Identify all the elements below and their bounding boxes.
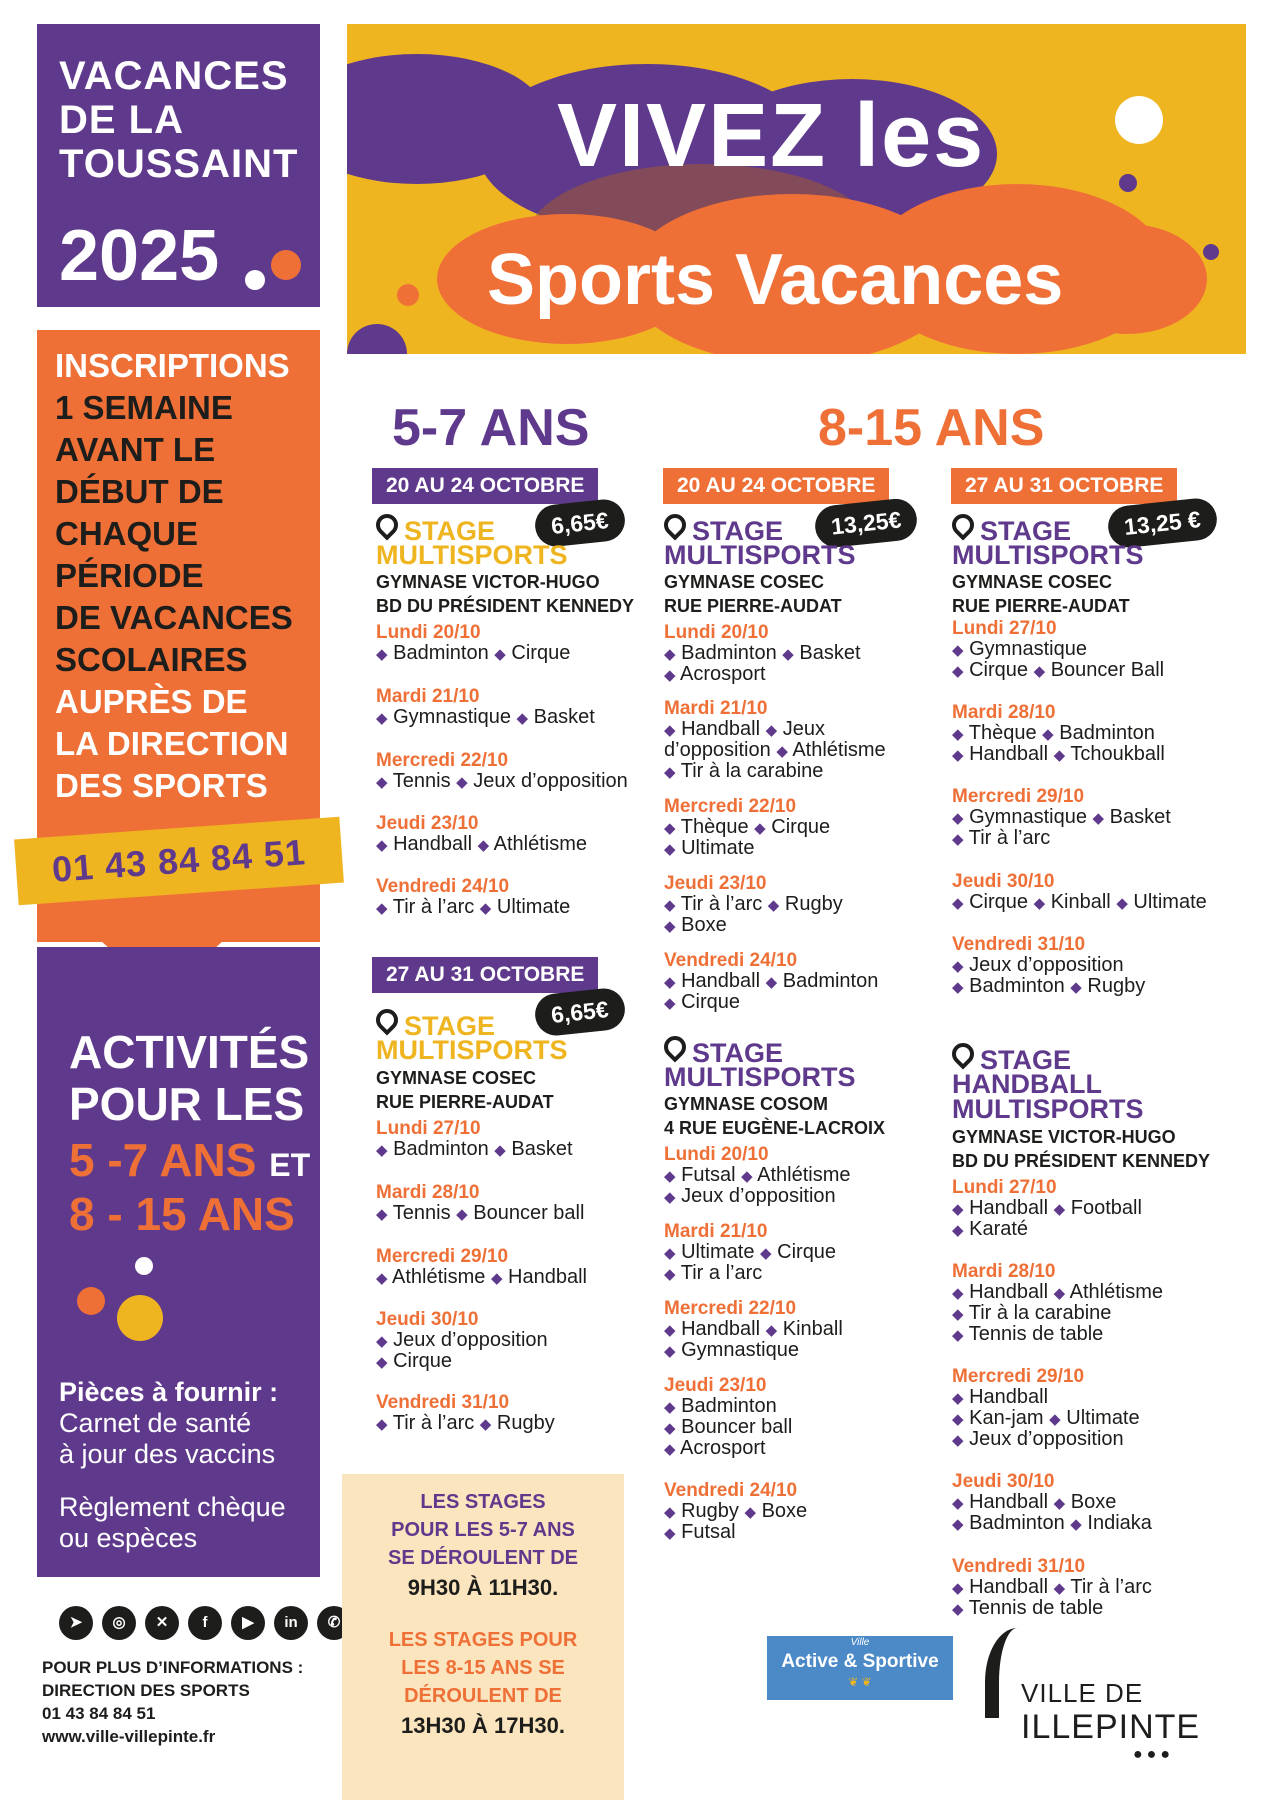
activity: Ultimate bbox=[681, 837, 755, 859]
age-group-young: 5 -7 ANS bbox=[69, 1134, 257, 1186]
decor-dot bbox=[117, 1295, 163, 1341]
day-activities: ◆ Handball ◆ Football bbox=[952, 1197, 1142, 1219]
headline-sports-vacances: Sports Vacances bbox=[487, 240, 1064, 320]
stage-word: STAGE bbox=[692, 1038, 784, 1068]
activity: Bouncer ball bbox=[473, 1202, 585, 1224]
day-activities: ◆ Thèque ◆ Badminton bbox=[952, 722, 1155, 744]
day-activities: ◆ Tir à la carabine bbox=[952, 1302, 1112, 1324]
note-line: SE DÉROULENT DE bbox=[387, 1547, 579, 1569]
day-activities: ◆ Badminton ◆ Basket bbox=[376, 1138, 573, 1160]
activity: Athlétisme bbox=[493, 833, 587, 855]
day-label: Vendredi 31/10 bbox=[952, 1556, 1086, 1577]
day-activities: ◆ Futsal ◆ Athlétisme bbox=[664, 1164, 851, 1186]
registration-line: PÉRIODE bbox=[55, 557, 204, 594]
venue-address: RUE PIERRE-AUDAT bbox=[376, 1092, 554, 1112]
youtube-icon[interactable]: ▶ bbox=[231, 1606, 265, 1640]
day-activities: ◆ Tir a l’arc bbox=[664, 1262, 763, 1284]
activity: Acrosport bbox=[680, 1437, 766, 1459]
logo-villepinte: ILLEPINTE bbox=[1021, 1708, 1201, 1746]
day-label: Mercredi 29/10 bbox=[952, 786, 1085, 807]
day-label: Lundi 20/10 bbox=[664, 1144, 769, 1165]
day-label: Mardi 21/10 bbox=[376, 686, 480, 707]
day-activities: ◆ Cirque ◆ Kinball ◆ Ultimate bbox=[952, 891, 1207, 913]
stage-type: MULTISPORTS bbox=[952, 540, 1144, 570]
website-icon[interactable]: ➤ bbox=[59, 1606, 93, 1640]
day-activities: ◆ Jeux d’opposition bbox=[664, 1185, 836, 1207]
day-activities: ◆ Handball ◆ Tir à l’arc bbox=[952, 1576, 1152, 1598]
venue-name: GYMNASE COSEC bbox=[952, 572, 1113, 592]
activity: Rugby bbox=[784, 893, 843, 915]
location-pin-icon bbox=[947, 1038, 978, 1069]
activity: Athlétisme bbox=[792, 739, 886, 761]
day-activities: ◆ Jeux d’opposition bbox=[376, 1329, 548, 1351]
day-activities: ◆ Badminton ◆ Rugby bbox=[952, 975, 1146, 997]
day-activities: ◆ Tennis ◆ Jeux d’opposition bbox=[376, 770, 628, 792]
day-activities: ◆ Handball ◆ Jeux bbox=[664, 718, 825, 740]
day-activities: ◆ Boxe bbox=[664, 914, 727, 936]
stage-type: MULTISPORTS bbox=[376, 1035, 568, 1065]
activity: Tir à la carabine bbox=[680, 760, 824, 782]
activity: Tir à l’arc bbox=[392, 896, 475, 918]
activity: Badminton bbox=[393, 642, 489, 664]
activity: Karaté bbox=[969, 1218, 1029, 1240]
day-activities: ◆ Thèque ◆ Cirque bbox=[664, 816, 831, 838]
day-activities: ◆ Karaté bbox=[952, 1218, 1029, 1240]
and-word: ET bbox=[269, 1147, 311, 1183]
venue-address: BD DU PRÉSIDENT KENNEDY bbox=[952, 1151, 1211, 1171]
activity: Indiaka bbox=[1087, 1512, 1152, 1534]
activity: Gymnastique bbox=[393, 706, 511, 728]
period-label: 20 AU 24 OCTOBRE bbox=[372, 468, 598, 504]
stage-type: HANDBALL bbox=[952, 1069, 1102, 1099]
day-activities: ◆ Badminton ◆ Cirque bbox=[376, 642, 571, 664]
schedule-note bbox=[342, 1474, 624, 1800]
day-activities: ◆ Gymnastique bbox=[664, 1339, 799, 1361]
day-label: Jeudi 30/10 bbox=[952, 1471, 1055, 1492]
day-label: Jeudi 30/10 bbox=[376, 1309, 479, 1330]
season-line: VACANCES bbox=[59, 54, 289, 98]
registration-line: CHAQUE bbox=[55, 515, 199, 552]
activity: Jeux d’opposition bbox=[393, 1329, 548, 1351]
activity: Jeux d’opposition bbox=[681, 1185, 836, 1207]
activity: Cirque bbox=[681, 991, 741, 1013]
stage-type: MULTISPORTS bbox=[952, 1094, 1144, 1124]
decor-dot bbox=[1115, 96, 1163, 144]
activity: Jeux d’opposition bbox=[969, 954, 1124, 976]
activity: Badminton bbox=[969, 1512, 1065, 1534]
day-activities: ◆ Tennis ◆ Bouncer ball bbox=[376, 1202, 585, 1224]
logo-small-text: Ville bbox=[850, 1637, 870, 1648]
day-activities: ◆ Tennis de table bbox=[952, 1597, 1104, 1619]
activity: Jeux d’opposition bbox=[969, 1428, 1124, 1450]
activity: Tennis bbox=[392, 770, 451, 792]
activity: Handball bbox=[969, 1491, 1049, 1513]
activity: Futsal bbox=[681, 1521, 736, 1543]
day-label: Lundi 27/10 bbox=[376, 1118, 481, 1139]
day-activities: ◆ Ultimate bbox=[664, 837, 755, 859]
venue-name: GYMNASE VICTOR-HUGO bbox=[952, 1127, 1176, 1147]
day-label: Lundi 20/10 bbox=[376, 622, 481, 643]
payment-line: ou espèces bbox=[59, 1523, 198, 1553]
whatsapp-icon[interactable]: ✆ bbox=[317, 1606, 351, 1640]
registration-line: DÉBUT DE bbox=[55, 473, 224, 510]
instagram-icon[interactable]: ◎ bbox=[102, 1606, 136, 1640]
activity: Rugby bbox=[496, 1412, 555, 1434]
decor-dot bbox=[271, 250, 301, 280]
day-activities: ◆ Tir à la carabine bbox=[664, 760, 824, 782]
season-line: TOUSSAINT bbox=[59, 142, 299, 186]
day-activities: ◆ Handball ◆ Badminton bbox=[664, 970, 879, 992]
day-activities: ◆ Athlétisme ◆ Handball bbox=[376, 1266, 587, 1288]
laurel-icon: ❦ ❦ bbox=[848, 1675, 872, 1689]
activity: Tennis de table bbox=[968, 1323, 1104, 1345]
activity: Badminton bbox=[681, 1395, 777, 1417]
day-activities: ◆ Tir à l’arc ◆ Rugby bbox=[376, 1412, 555, 1434]
activity: Badminton bbox=[969, 975, 1065, 997]
activity: Ultimate bbox=[1133, 891, 1207, 913]
activity: Handball bbox=[508, 1266, 587, 1288]
day-label: Mardi 28/10 bbox=[952, 702, 1056, 723]
day-label: Mercredi 29/10 bbox=[376, 1246, 509, 1267]
activity: Bouncer ball bbox=[681, 1416, 793, 1438]
venue-address: 4 RUE EUGÈNE-LACROIX bbox=[664, 1118, 886, 1138]
note-line: POUR LES 5-7 ANS bbox=[391, 1519, 575, 1541]
activity: Handball bbox=[393, 833, 473, 855]
day-label: Jeudi 23/10 bbox=[664, 873, 767, 894]
activity: Rugby bbox=[681, 1500, 739, 1522]
documents-line: à jour des vaccins bbox=[59, 1439, 276, 1469]
note-line: LES 8-15 ANS SE bbox=[401, 1657, 565, 1679]
registration-line: AUPRÈS DE bbox=[55, 683, 248, 720]
activity: Gymnastique bbox=[969, 806, 1087, 828]
period-label: 27 AU 31 OCTOBRE bbox=[372, 957, 598, 993]
registration-line: INSCRIPTIONS bbox=[55, 347, 290, 384]
age-heading-8-15: 8-15 ANS bbox=[818, 399, 1045, 457]
location-pin-icon bbox=[371, 509, 402, 540]
activity: Cirque bbox=[969, 891, 1029, 913]
activity: Cirque bbox=[393, 1350, 453, 1372]
payment-line: Règlement chèque bbox=[59, 1492, 286, 1522]
activity: Thèque bbox=[680, 816, 749, 838]
period-label: 27 AU 31 OCTOBRE bbox=[951, 468, 1177, 504]
season-line: DE LA bbox=[59, 98, 184, 142]
activity: Badminton bbox=[1059, 722, 1155, 744]
price-badge: 13,25€ bbox=[813, 497, 919, 549]
age-heading-5-7: 5-7 ANS bbox=[392, 399, 590, 457]
day-activities: ◆ Tennis de table bbox=[952, 1323, 1104, 1345]
day-activities: ◆ Futsal bbox=[664, 1521, 736, 1543]
registration-line: SCOLAIRES bbox=[55, 641, 248, 678]
location-pin-icon bbox=[659, 509, 690, 540]
day-label: Mardi 28/10 bbox=[376, 1182, 480, 1203]
note-line: DÉROULENT DE bbox=[404, 1685, 562, 1707]
decor-dot bbox=[77, 1287, 105, 1315]
activity: Athlétisme bbox=[757, 1164, 851, 1186]
price-badge: 13,25 € bbox=[1106, 496, 1219, 549]
x-icon[interactable]: ✕ bbox=[145, 1606, 179, 1640]
day-label: Lundi 20/10 bbox=[664, 622, 769, 643]
day-label: Vendredi 24/10 bbox=[376, 876, 510, 897]
header-banner bbox=[347, 24, 1246, 354]
info-phone[interactable]: 01 43 84 84 51 bbox=[42, 1704, 156, 1723]
day-activities: ◆ Handball ◆ Tchoukball bbox=[952, 743, 1165, 765]
activity: Ultimate bbox=[496, 896, 571, 918]
day-label: Vendredi 24/10 bbox=[664, 950, 798, 971]
activity: Boxe bbox=[761, 1500, 808, 1522]
day-label: Lundi 27/10 bbox=[952, 618, 1057, 639]
activity: Tir a l’arc bbox=[680, 1262, 763, 1284]
activity: Basket bbox=[799, 642, 861, 664]
location-pin-icon bbox=[947, 509, 978, 540]
activity: Football bbox=[1070, 1197, 1142, 1219]
age-group-line bbox=[69, 1133, 310, 1192]
logo-ville-de: VILLE DE bbox=[1021, 1678, 1144, 1708]
day-activities: ◆ Handball ◆ Boxe bbox=[952, 1491, 1117, 1513]
day-activities: ◆ Badminton ◆ Basket bbox=[664, 642, 861, 664]
day-label: Mercredi 22/10 bbox=[376, 750, 509, 771]
day-activities: ◆ Gymnastique bbox=[952, 638, 1087, 660]
day-activities: ◆ Handball ◆ Athlétisme bbox=[376, 833, 587, 855]
activity: Handball bbox=[969, 1197, 1049, 1219]
activity: Jeux d’opposition bbox=[473, 770, 628, 792]
activities-box bbox=[37, 947, 320, 1577]
villepinte-logo bbox=[985, 1628, 1205, 1763]
activity: Thèque bbox=[968, 722, 1037, 744]
activity: Rugby bbox=[1087, 975, 1146, 997]
note-time-5-7: 9H30 À 11H30. bbox=[407, 1575, 559, 1600]
registration-line: DES SPORTS bbox=[55, 767, 268, 804]
activity: Cirque bbox=[511, 642, 571, 664]
venue-address: BD DU PRÉSIDENT KENNEDY bbox=[376, 596, 635, 616]
headline-vivez: VIVEZ les bbox=[557, 86, 986, 186]
note-line: LES STAGES POUR bbox=[388, 1629, 578, 1651]
activity: Acrosport bbox=[680, 663, 766, 685]
day-activities: ◆ Gymnastique ◆ Basket bbox=[952, 806, 1171, 828]
registration-line: AVANT LE bbox=[55, 431, 216, 468]
day-activities: ◆ Jeux d’opposition bbox=[952, 1428, 1124, 1450]
activity: Badminton bbox=[681, 642, 777, 664]
venue-name: GYMNASE COSOM bbox=[664, 1094, 829, 1114]
day-activities: ◆ Jeux d’opposition bbox=[952, 954, 1124, 976]
info-title: POUR PLUS D’INFORMATIONS : bbox=[42, 1658, 304, 1677]
activity: Boxe bbox=[1070, 1491, 1117, 1513]
day-activities: ◆ Kan-jam ◆ Ultimate bbox=[952, 1407, 1140, 1429]
venue-address: RUE PIERRE-AUDAT bbox=[952, 596, 1130, 616]
day-activities: d’opposition ◆ Athlétisme bbox=[664, 739, 886, 761]
facebook-icon[interactable]: f bbox=[188, 1606, 222, 1640]
documents-line: Carnet de santé bbox=[59, 1408, 252, 1438]
day-activities: ◆ Cirque ◆ Bouncer Ball bbox=[952, 659, 1165, 681]
activity: Handball bbox=[969, 1576, 1049, 1598]
activity: Tir à l’arc bbox=[392, 1412, 475, 1434]
note-line: LES STAGES bbox=[420, 1491, 546, 1513]
activity: Handball bbox=[681, 1318, 761, 1340]
stage-word: STAGE bbox=[404, 1011, 496, 1041]
note-time-8-15: 13H30 À 17H30. bbox=[401, 1713, 565, 1738]
stage-type: MULTISPORTS bbox=[376, 540, 568, 570]
day-activities: ◆ Handball ◆ Kinball bbox=[664, 1318, 843, 1340]
day-activities: ◆ Bouncer ball bbox=[664, 1416, 793, 1438]
price-badge: 6,65€ bbox=[533, 497, 626, 548]
day-label: Jeudi 30/10 bbox=[952, 871, 1055, 892]
day-activities: ◆ Tir à l’arc ◆ Ultimate bbox=[376, 896, 571, 918]
logo-text: Active & Sportive bbox=[781, 1651, 939, 1672]
day-activities: ◆ Cirque bbox=[376, 1350, 453, 1372]
activity: Basket bbox=[1109, 806, 1171, 828]
info-website-link[interactable]: www.ville-villepinte.fr bbox=[42, 1727, 216, 1746]
activity: Kinball bbox=[782, 1318, 843, 1340]
registration-line: 1 SEMAINE bbox=[55, 389, 233, 426]
activity: Kinball bbox=[1050, 891, 1111, 913]
day-label: Mardi 21/10 bbox=[664, 698, 768, 719]
venue-address: RUE PIERRE-AUDAT bbox=[664, 596, 842, 616]
stage-word: STAGE bbox=[404, 516, 496, 546]
activity: Ultimate bbox=[681, 1241, 755, 1263]
activity: Boxe bbox=[681, 914, 727, 936]
activity: Badminton bbox=[782, 970, 879, 992]
decor-dot bbox=[347, 324, 407, 354]
period-label: 20 AU 24 OCTOBRE bbox=[663, 468, 889, 504]
season-year: 2025 bbox=[59, 216, 220, 296]
registration-line: DE VACANCES bbox=[55, 599, 293, 636]
day-label: Jeudi 23/10 bbox=[376, 813, 479, 834]
activity: Handball bbox=[969, 743, 1049, 765]
activity: Badminton bbox=[393, 1138, 489, 1160]
day-label: Mercredi 29/10 bbox=[952, 1366, 1085, 1387]
activity: Basket bbox=[533, 706, 595, 728]
phone-number[interactable]: 01 43 84 84 51 bbox=[50, 831, 308, 890]
day-activities: ◆ Cirque bbox=[664, 991, 741, 1013]
activity: d’opposition bbox=[664, 739, 771, 761]
activity: Tennis de table bbox=[968, 1597, 1104, 1619]
activity: Bouncer Ball bbox=[1050, 659, 1165, 681]
venue-name: GYMNASE VICTOR-HUGO bbox=[376, 572, 600, 592]
activity: Basket bbox=[511, 1138, 573, 1160]
stage-word: STAGE bbox=[692, 516, 784, 546]
info-line: DIRECTION DES SPORTS bbox=[42, 1681, 250, 1700]
activity: Ultimate bbox=[1066, 1407, 1140, 1429]
activity: Tchoukball bbox=[1070, 743, 1165, 765]
day-activities: ◆ Ultimate ◆ Cirque bbox=[664, 1241, 837, 1263]
activities-heading: POUR LES bbox=[69, 1078, 305, 1130]
activity: Handball bbox=[681, 718, 761, 740]
activities-heading: ACTIVITÉS bbox=[69, 1026, 310, 1078]
logo-dots: ●●● bbox=[1133, 1746, 1174, 1763]
activity: Gymnastique bbox=[969, 638, 1087, 660]
decor-dot bbox=[1065, 210, 1093, 238]
age-group-older: 8 - 15 ANS bbox=[69, 1188, 295, 1240]
day-label: Vendredi 24/10 bbox=[664, 1480, 798, 1501]
season-title-box bbox=[37, 24, 320, 307]
activity: Tir à la carabine bbox=[968, 1302, 1112, 1324]
active-sportive-logo bbox=[767, 1636, 953, 1700]
activity: Futsal bbox=[681, 1164, 736, 1186]
decor-dot bbox=[1203, 244, 1219, 260]
stage-type: MULTISPORTS bbox=[664, 540, 856, 570]
registration-line: LA DIRECTION bbox=[55, 725, 289, 762]
decor-dot bbox=[1119, 174, 1137, 192]
decor-dot bbox=[245, 270, 265, 290]
day-label: Mercredi 22/10 bbox=[664, 1298, 797, 1319]
activity: Tir à l’arc bbox=[968, 827, 1051, 849]
day-activities: ◆ Badminton ◆ Indiaka bbox=[952, 1512, 1152, 1534]
day-activities: ◆ Handball bbox=[952, 1386, 1049, 1408]
activity: Jeux bbox=[782, 718, 825, 740]
day-activities: ◆ Tir à l’arc bbox=[952, 827, 1051, 849]
stage-word: STAGE bbox=[980, 516, 1072, 546]
season-title bbox=[59, 54, 298, 186]
day-activities: ◆ Badminton bbox=[664, 1395, 777, 1417]
venue-name: GYMNASE COSEC bbox=[664, 572, 825, 592]
day-activities: ◆ Tir à l’arc ◆ Rugby bbox=[664, 893, 843, 915]
decor-cloud bbox=[1047, 224, 1207, 334]
activity: Kan-jam bbox=[969, 1407, 1044, 1429]
activity: Athlétisme bbox=[1069, 1281, 1163, 1303]
day-activities: ◆ Gymnastique ◆ Basket bbox=[376, 706, 595, 728]
day-label: Jeudi 23/10 bbox=[664, 1375, 767, 1396]
location-pin-icon bbox=[659, 1031, 690, 1062]
activity: Handball bbox=[969, 1281, 1049, 1303]
activity: Tennis bbox=[392, 1202, 451, 1224]
activity: Cirque bbox=[771, 816, 831, 838]
stage-type: MULTISPORTS bbox=[664, 1062, 856, 1092]
day-label: Vendredi 31/10 bbox=[952, 934, 1086, 955]
day-activities: ◆ Acrosport bbox=[664, 663, 766, 685]
day-label: Mardi 28/10 bbox=[952, 1261, 1056, 1282]
location-pin-icon bbox=[371, 1004, 402, 1035]
activity: Tir à l’arc bbox=[680, 893, 763, 915]
venue-name: GYMNASE COSEC bbox=[376, 1068, 537, 1088]
day-activities: ◆ Handball ◆ Athlétisme bbox=[952, 1281, 1163, 1303]
activity: Handball bbox=[969, 1386, 1049, 1408]
stage-word: STAGE bbox=[980, 1045, 1072, 1075]
decor-dot bbox=[397, 284, 419, 306]
linkedin-icon[interactable]: in bbox=[274, 1606, 308, 1640]
day-activities: ◆ Rugby ◆ Boxe bbox=[664, 1500, 808, 1522]
activity: Handball bbox=[681, 970, 761, 992]
activity: Gymnastique bbox=[681, 1339, 799, 1361]
documents-title: Pièces à fournir : bbox=[59, 1377, 279, 1407]
day-label: Mardi 21/10 bbox=[664, 1221, 768, 1242]
activity: Athlétisme bbox=[392, 1266, 486, 1288]
activity: Cirque bbox=[777, 1241, 837, 1263]
day-activities: ◆ Acrosport bbox=[664, 1437, 766, 1459]
activity: Tir à l’arc bbox=[1070, 1576, 1152, 1598]
day-label: Vendredi 31/10 bbox=[376, 1392, 510, 1413]
day-label: Mercredi 22/10 bbox=[664, 796, 797, 817]
activity: Cirque bbox=[969, 659, 1029, 681]
day-label: Lundi 27/10 bbox=[952, 1177, 1057, 1198]
decor-dot bbox=[135, 1257, 153, 1275]
price-badge: 6,65€ bbox=[533, 986, 626, 1037]
